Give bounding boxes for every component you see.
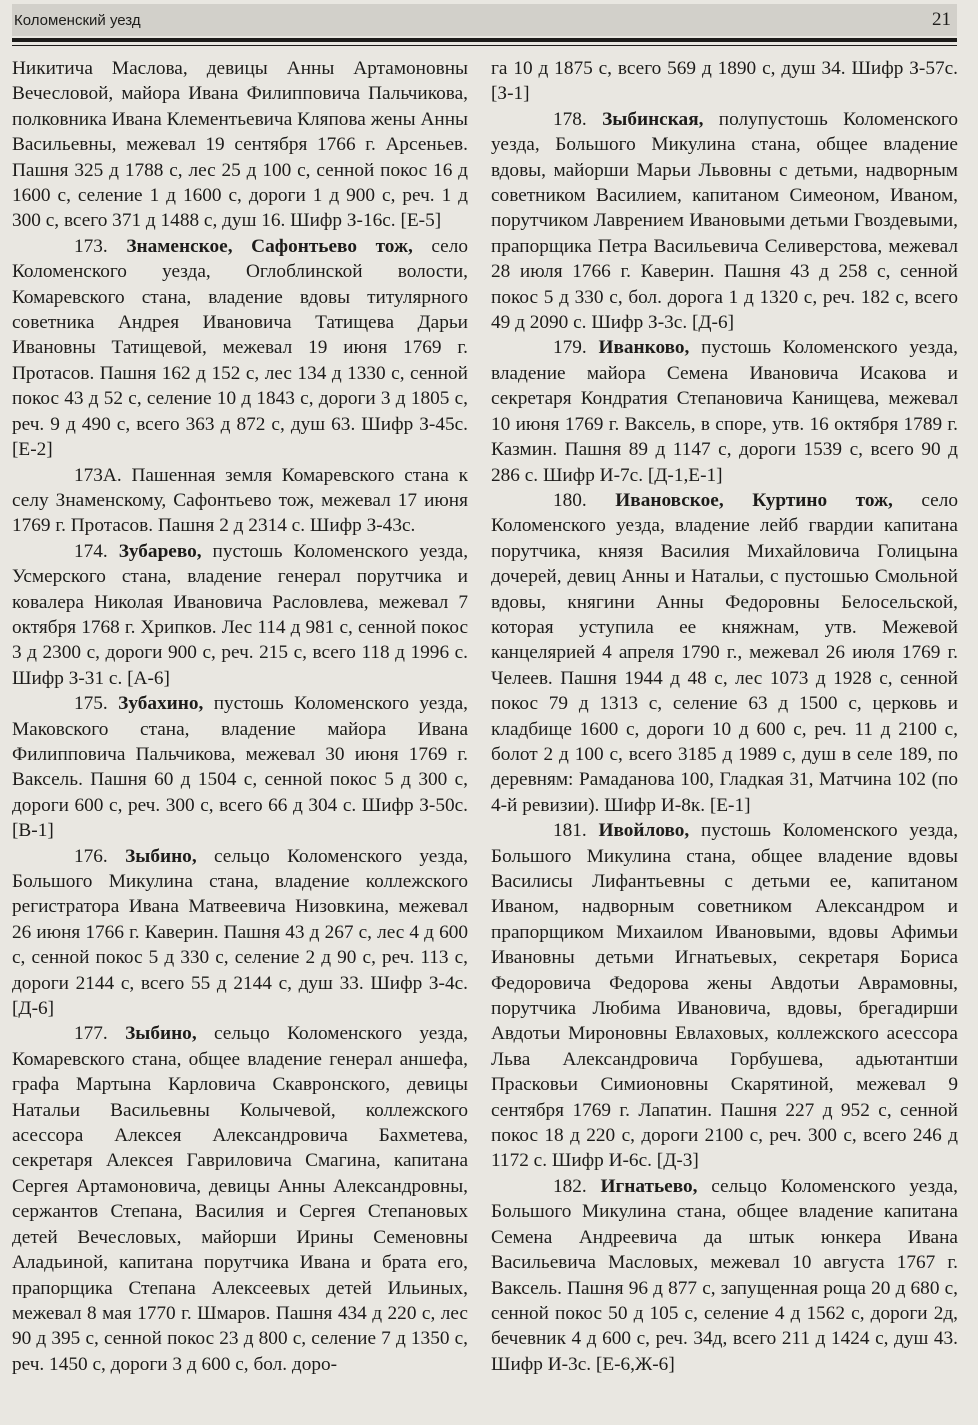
entry-173: 173. Знаменское, Сафонтьево тож, село Коломенского уезда, Оглоблинской волости, Комаревского стана, владение вдовы титулярного советника Андрея Ивановича Татищева Дарьи Ивановны Татищевой, межевал 19 июня 1769 г. Протасов. Пашня 162 д 152 с, лес 134 д 1330 с, сенной покос 43 д 52 с, селение 10 д 1843 с, дороги 3 д 1805 с, реч. 9 д 490 с, всего 363 д 872 с, душ 63. Шифр З-45с. [Е-2] [12, 235, 468, 461]
entry-continuation: Никитича Маслова, девицы Анны Артамоновны Вечесловой, майора Ивана Филипповича Пальчикова, полковника Ивана Клементьевича Кляпова жены Анны Васильевны, межевал 19 сентября 1766 г. Арсеньев. Пашня 325 д 1788 с, лес 25 д 100 с, сенной покос 16 д 1600 с, селение 1 д 1600 с, дороги 1 д 900 с, реч. 1 д 300 с, всего 371 д 1488 с, душ 16. Шифр З-16с. [Е-5] [12, 58, 468, 232]
entry-176: 176. Зыбино, сельцо Коломенского уезда, Большого Микулина стана, владение коллежского регистратора Ивана Матвеевича Низовкина, межевал 26 июня 1766 г. Каверин. Пашня 43 д 267 с, лес 4 д 600 с, сенной покос 5 д 330 с, селение 2 д 90 с, реч. 113 с, дороги 2144 с, всего 55 д 2144 с, душ 33. Шифр З-4с. [Д-6] [12, 845, 468, 1020]
entry-continuation: га 10 д 1875 с, всего 569 д 1890 с, душ 34. Шифр З-57с. [З-1] [491, 58, 958, 105]
entry-name: Зыбино, [125, 1023, 197, 1045]
entry-name: Зубарево, [118, 540, 202, 562]
entry-178: 178. Зыбинская, полупустошь Коломенского уезда, Большого Микулина стана, общее владение вдовы, майорши Марьи Львовны с детьми, надворным советником Василием, капитаном Симеоном, Иваном, порутчиком Лаврением Ивановыми детьми Гвоздевыми, прапорщика Петра Васильевича Селиверстова, межевал 28 июля 1766 г. Каверин. Пашня 43 д 258 с, сенной покос 5 д 330 с, бол. дорога 1 д 1320 с, реч. 182 с, всего 49 д 2090 с. Шифр З-3с. [Д-6] [491, 108, 958, 334]
entry-177: 177. Зыбино, сельцо Коломенского уезда, Комаревского стана, общее владение генерал аншефа, графа Мартына Карловича Скавронского, девицы Натальи Васильевны Колычевой, коллежского асессора Алексея Александровича Бахметева, секретаря Алексея Гавриловича Смагина, капитана Сергея Артамоновича, девицы Анны Александровны, сержантов Степана, Василия и Сергея Степановых детей Вечесловых, майорши Ирины Семеновны Аладьиной, капитана порутчика Ивана и брата его, прапорщика Степана Алексеевых детей Ильиных, межевал 8 мая 1770 г. Шмаров. Пашня 434 д 220 с, лес 90 д 395 с, сенной покос 23 д 800 с, селение 7 д 1350 с, реч. 1450 с, дороги 3 д 600 с, бол. доро- [12, 1023, 468, 1375]
entry-name: Иванково, [598, 337, 690, 359]
entry-180: 180. Ивановское, Куртино тож, село Коломенского уезда, владение лейб гвардии капитана порутчика, князя Василия Михайловича Голицына дочерей, девиц Анны и Натальи, с пустошью Смольной вдовы, княгини Анны Федоровны Белосельской, которая уступила ее княжнам, утв. Межевой канцелярией 4 апреля 1790 г., межевал 26 июля 1769 г. Челеев. Пашня 1944 д 48 с, лес 1073 д 1928 с, сенной покос 79 д 1313 с, селение 63 д 1500 с, церковь и кладбище 1600 с, дороги 10 д 600 с, реч. 11 д 2100 с, болот 2 д 100 с, всего 3185 д 1989 с, душ в селе 189, по деревням: Рамаданова 100, Гладкая 31, Матчина 102 (по 4-й ревизии). Шифр И-8к. [Е-1] [491, 489, 958, 816]
entry-name: Зубахино, [118, 693, 204, 715]
entry-name: Ивановское, Куртино тож, [615, 489, 893, 511]
header-rule-thin [12, 45, 957, 46]
entry-name: Знаменское, Сафонтьево тож, [126, 235, 413, 257]
header-rule-thick [12, 38, 957, 42]
running-header [12, 4, 957, 36]
left-column [12, 56, 468, 1416]
entry-175: 175. Зубахино, пустошь Коломенского уезда, Маковского стана, владение майора Ивана Филипповича Пальчикова, межевал 30 июня 1769 г. Ваксель. Пашня 60 д 1504 с, сенной покос 5 д 300 с, дороги 600 с, реч. 300 с, всего 66 д 304 с. Шифр З-50с. [В-1] [12, 693, 468, 842]
entry-174: 174. Зубарево, пустошь Коломенского уезда, Усмерского стана, владение генерал порутчика и ковалера Николая Ивановича Расловлева, межевал 7 октября 1768 г. Хрипков. Лес 114 д 981 с, сенной покос 3 д 2300 с, дороги 900 с, реч. 215 с, всего 118 д 1996 с. Шифр З-31 с. [А-6] [12, 540, 468, 689]
entry-179: 179. Иванково, пустошь Коломенского уезда, владение майора Семена Ивановича Исакова и секретаря Кондратия Степановича Канищева, межевал 10 июня 1769 г. Ваксель, в споре, утв. 16 октября 1789 г. Казмин. Пашня 89 д 1147 с, дороги 1539 с, всего 90 д 286 с. Шифр И-7с. [Д-1,Е-1] [491, 337, 958, 486]
entry-name: Ивойлово, [598, 820, 690, 842]
header-title: Коломенский уезд [14, 11, 141, 29]
entry-name: Игнатьево, [600, 1175, 698, 1197]
entry-182: 182. Игнатьево, сельцо Коломенского уезда, Большого Микулина стана, общее владение капитана Семена Андреевича да штык юнкера Ивана Васильевича Масловых, межевал 10 августа 1767 г. Ваксель. Пашня 96 д 877 с, запущенная роща 20 д 680 с, сенной покос 50 д 105 с, селение 4 д 1562 с, дороги 2д, бечевник 4 д 600 с, реч. 34д, всего 211 д 1424 с, душ 43. Шифр И-3с. [Е-6,Ж-6] [491, 1175, 958, 1375]
entry-173a: 173А. Пашенная земля Комаревского стана к селу Знаменскому, Сафонтьево тож, межевал 17 июня 1769 г. Протасов. Пашня 2 д 2314 с. Шифр З-43с. [12, 464, 468, 537]
entry-181: 181. Ивойлово, пустошь Коломенского уезда, Большого Микулина стана, общее владение вдовы Василисы Лифантьевны с детьми ее, капитаном Иваном, надворным советником Александром и прапорщиком Михаилом Ивановыми, вдовы Афимьи Ивановны детьми Игнатьевых, секретаря Бориса Федоровича Федорова жены Авдотьи Аврамовны, порутчика Любима Ивановича, вдовы, брегадирши Авдотьи Мироновны Евлаховых, коллежского асессора Льва Александровича Горбушева, адьютантши Прасковьи Симионовны Скарятиной, межевал 9 сентября 1769 г. Лапатин. Пашня 227 д 952 с, сенной покос 18 д 220 с, дороги 2100 с, реч. 300 с, всего 246 д 1172 с. Шифр И-6с. [Д-3] [491, 820, 958, 1172]
page-number: 21 [932, 9, 951, 30]
entry-name: Зыбино, [125, 845, 197, 867]
entry-name: Зыбинская, [602, 108, 704, 130]
right-column [491, 56, 958, 1416]
